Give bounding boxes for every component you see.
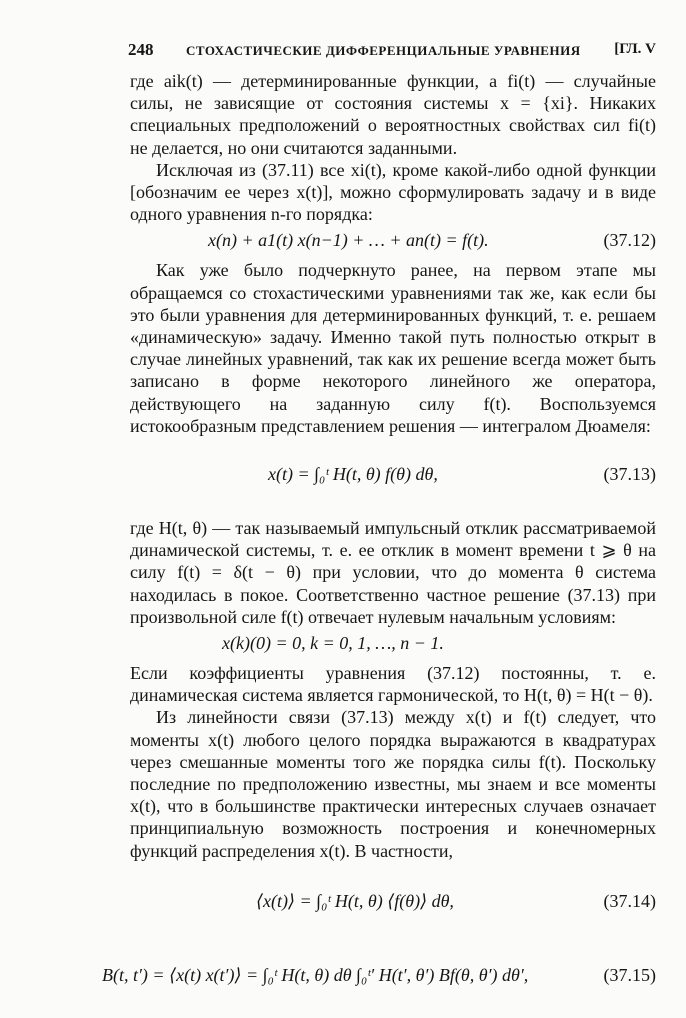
equation-37-14	[130, 866, 656, 936]
equation-37-13-body: x(t) = ∫₀ᵗ H(t, θ) f(θ) dθ,	[268, 464, 438, 485]
equation-37-14-body: ⟨x(t)⟩ = ∫₀ᵗ H(t, θ) ⟨f(θ)⟩ dθ,	[256, 890, 454, 911]
running-header	[128, 40, 656, 64]
paragraph-2: Исключая из (37.11) все xi(t), кроме какой-либо одной функции [обозначим ее через x(t)], можно сформулировать задачу и в виде одного уравнения n-го порядка:	[130, 159, 656, 225]
paragraph-5: Если коэффициенты уравнения (37.12) постоянны, т. е. динамическая система является гармонической, то H(t, θ) = H(t − θ).	[130, 663, 656, 706]
equation-37-12-number: (37.12)	[603, 230, 656, 251]
chapter-label: [ГЛ. V	[614, 41, 656, 57]
equation-37-15-body: B(t, t′) = ⟨x(t) x(t′)⟩ = ∫₀ᵗ H(t, θ) dθ ∫₀ᵗ′ H(t′, θ′) Bf(θ, θ′) dθ′,	[102, 964, 529, 985]
equation-37-15-number: (37.15)	[603, 964, 656, 985]
page-number: 248	[128, 40, 154, 59]
equation-37-12-body: x(n) + a1(t) x(n−1) + … + an(t) = f(t).	[208, 230, 489, 251]
equation-37-12	[130, 229, 656, 253]
paragraph-6: Из линейности связи (37.13) между x(t) и f(t) следует, что моменты x(t) любого целого порядка выражаются в квадратурах через смешанные моменты того же порядка силы f(t). Поскольку последние по предположению известны, мы знаем и все моменты x(t), что в большинстве практически интересных случаев означает принципиальную возможность построения и конечномерных функций распределения x(t). В частности,	[130, 707, 656, 861]
running-title: СТОХАСТИЧЕСКИЕ ДИФФЕРЕНЦИАЛЬНЫЕ УРАВНЕНИЯ	[186, 43, 581, 58]
equation-37-15	[102, 942, 656, 1012]
equation-37-13-number: (37.13)	[603, 464, 656, 485]
page-body	[102, 70, 656, 1018]
paragraph-4: где H(t, θ) — так называемый импульсный отклик рассматриваемой динамической системы, т. е. ее отклик в момент времени t ⩾ θ на силу f(t) = δ(t − θ) при условии, что до момента θ система находилась в покое. Соответственно частное решение (37.13) при произвольной силе f(t) отвечает нулевым начальным условиям:	[130, 518, 656, 627]
equation-initial-conditions-body: x(k)(0) = 0, k = 0, 1, …, n − 1.	[222, 633, 444, 654]
paragraph-1: где aik(t) — детерминированные функции, а fi(t) — случайные силы, не зависящие от состояния системы x = {xi}. Никаких специальных предположений о вероятностных свойствах сил fi(t) не делается, но они считаются заданными.	[130, 71, 656, 158]
equation-37-14-number: (37.14)	[603, 890, 656, 911]
equation-37-13	[130, 441, 656, 511]
equation-initial-conditions	[130, 632, 656, 656]
paragraph-3: Как уже было подчеркнуто ранее, на первом этапе мы обращаемся со стохастическими уравнениями так же, как если бы это были уравнения для детерминированных функций, т. е. решаем «динамическую» задачу. Именно такой путь полностью открыт в случае линейных уравнений, так как их решение всегда может быть записано в форме некоторого линейного же оператора, действующего на заданную силу f(t). Воспользуемся истокообразным представлением решения — интегралом Дюамеля:	[130, 260, 656, 436]
